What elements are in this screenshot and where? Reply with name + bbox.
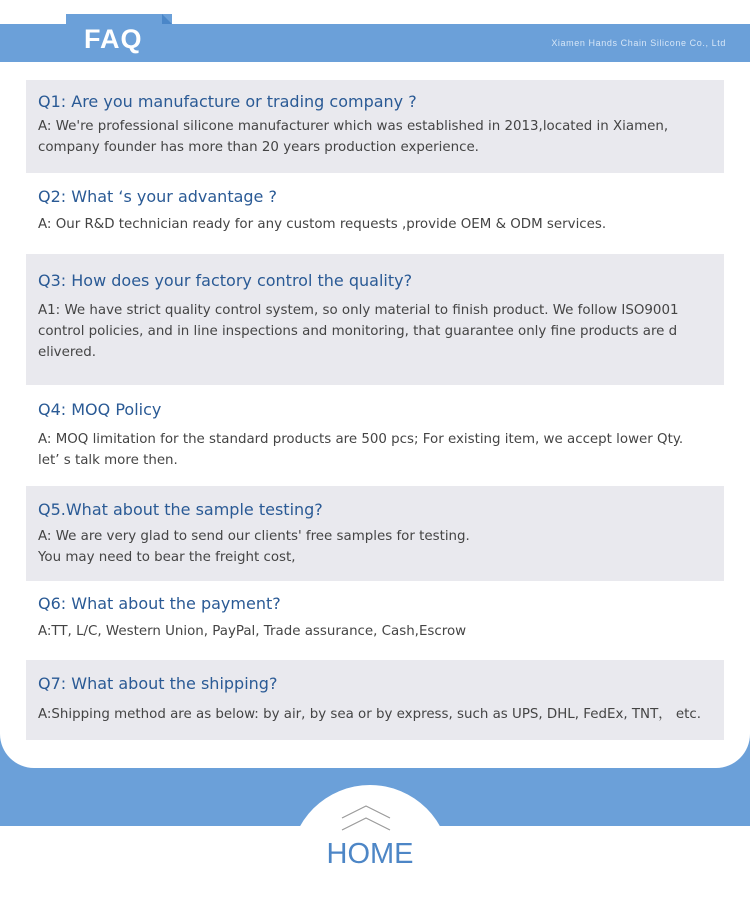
faq-item-4: [26, 400, 724, 480]
faq-question: Q3: How does your factory control the quality?: [38, 271, 413, 290]
faq-answer: [38, 214, 724, 235]
page-title: FAQ: [84, 24, 143, 54]
faq-answer-line: A:Shipping method are as below: by air, by sea or by express, such as UPS, DHL, FedEx, TNT， etc.: [38, 707, 702, 722]
faq-answer-line: company founder has more than 20 years production experience.: [38, 140, 479, 155]
faq-answer-line: A:TT, L/C, Western Union, PayPal, Trade assurance, Cash,Escrow: [38, 624, 467, 639]
faq-answer: [38, 526, 724, 568]
faq-item-1: [26, 80, 724, 173]
home-link[interactable]: HOME: [326, 838, 414, 870]
faq-item-2: [26, 187, 724, 249]
faq-item-6: [26, 594, 724, 656]
company-name: Xiamen Hands Chain Silicone Co., Ltd: [551, 38, 726, 48]
double-chevron-up-icon: [340, 804, 392, 832]
faq-question: Q6: What about the payment?: [38, 594, 281, 613]
faq-item-3: [26, 254, 724, 385]
faq-question: Q7: What about the shipping?: [38, 674, 278, 693]
faq-tab-fold: [162, 14, 172, 24]
faq-answer: [38, 300, 724, 363]
faq-answer-line: A: Our R&D technician ready for any custom requests ,provide OEM & ODM services.: [38, 217, 607, 232]
faq-question: Q2: What ‘s your advantage ?: [38, 187, 277, 206]
faq-answer-line: elivered.: [38, 345, 97, 360]
faq-answer-line: let’ s talk more then.: [38, 453, 178, 468]
faq-answer: [38, 621, 724, 642]
faq-answer-line: A1: We have strict quality control system, so only material to finish product. We follow ISO9001: [38, 303, 679, 318]
faq-question: Q5.What about the sample testing?: [38, 500, 323, 519]
faq-answer: [38, 116, 724, 158]
faq-answer-line: A: MOQ limitation for the standard products are 500 pcs; For existing item, we accept lower Qty.: [38, 432, 684, 447]
faq-answer: [38, 704, 724, 725]
faq-item-5: [26, 486, 724, 581]
faq-question: Q4: MOQ Policy: [38, 400, 162, 419]
faq-question: Q1: Are you manufacture or trading company ?: [38, 92, 417, 111]
faq-answer-line: You may need to bear the freight cost,: [38, 550, 296, 565]
faq-answer-line: A: We are very glad to send our clients' free samples for testing.: [38, 529, 470, 544]
faq-answer-line: A: We're professional silicone manufacturer which was established in 2013,located in Xiamen,: [38, 119, 669, 134]
faq-item-7: [26, 660, 724, 740]
faq-answer: [38, 429, 724, 471]
faq-answer-line: control policies, and in line inspections and monitoring, that guarantee only fine products are d: [38, 324, 678, 339]
